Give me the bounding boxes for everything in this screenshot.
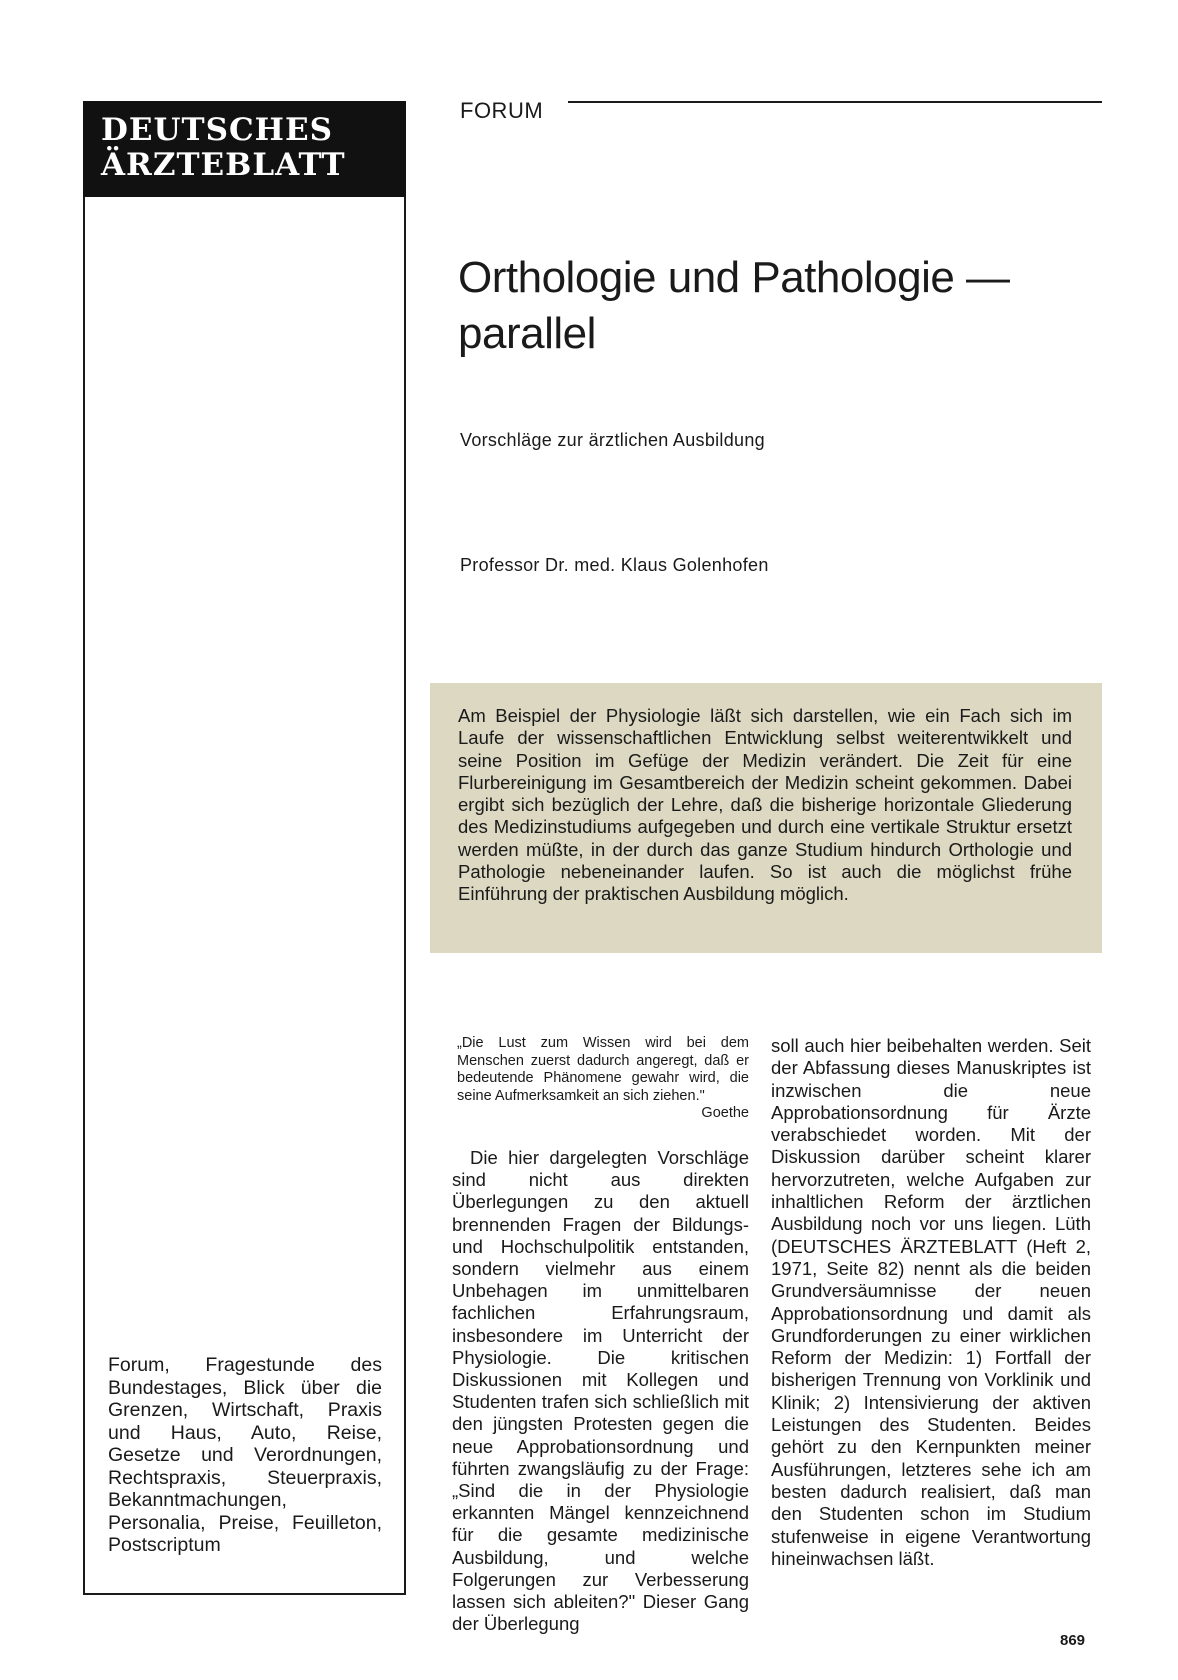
journal-masthead xyxy=(83,101,406,197)
article-author: Professor Dr. med. Klaus Golenhofen xyxy=(460,555,769,575)
abstract-text: Am Beispiel der Physiologie läßt sich darstellen, wie ein Fach sich im Laufe der wissenschaftlichen Entwicklung selbst weiterentwikkelt und seine Position im Gefüge der Medizin verändert. Die Zeit für eine Flurbereinigung im Gesamtbereich der Medizin scheint gekommen. Dabei ergibt sich bezüglich der Lehre, daß die bisherige horizontale Gliederung des Medizinstudiums aufgegeben und durch eine vertikale Struktur ersetzt werden müßte, in der durch das ganze Studium hindurch Orthologie und Pathologie nebeneinander laufen. So ist auch die möglichst frühe Einführung der praktischen Ausbildung möglich. xyxy=(458,705,1072,905)
epigraph-quote xyxy=(457,1035,749,1123)
masthead-line-2: ÄRZTEBLATT xyxy=(101,147,346,183)
section-label: FORUM xyxy=(460,98,544,123)
abstract-box xyxy=(430,683,1102,953)
body-column-2: soll auch hier beibehalten werden. Seit der Abfassung dieses Manuskriptes ist inzwischen die neue Approbationsordnung für Ärzte verabschiedet worden. Mit der Diskussion darüber scheint klarer hervorzutreten, welche Aufgaben zur inhaltlichen Reform der ärztlichen Ausbildung noch vor uns liegen. Lüth (DEUTSCHES ÄRZTEBLATT (Heft 2, 1971, Seite 82) nennt als die beiden Grundversäumnisse der neuen Approbationsordnung und damit als Grundforderungen zu einer wirklichen Reform der Medizin: 1) Fortfall der bisherigen Trennung von Vorklinik und Klinik; 2) Intensivierung der aktiven Leistungen des Studenten. Beides gehört zu den Kernpunkten meiner Ausführungen, letzteres sehe ich am besten dadurch realisiert, daß man den Studenten schon im Studium stufenweise in eigene Verantwortung hineinwachsen läßt. xyxy=(771,1035,1091,1569)
sidebar-section-list: Forum, Fragestunde des Bundestages, Blick über die Grenzen, Wirtschaft, Praxis und Haus, Auto, Reise, Gesetze und Verordnungen, Rechtspraxis, Steuerpraxis, Bekanntmachungen, Personalia, Preise, Feuilleton, Postscriptum xyxy=(108,1354,382,1556)
quote-text: „Die Lust zum Wissen wird bei dem Menschen zuerst dadurch angeregt, daß er bedeutende Phänomene gewahr wird, die seine Aufmerksamkeit an sich ziehen." Goethe xyxy=(457,1035,749,1122)
article-title: Orthologie und Pathologie — parallel xyxy=(458,253,1010,358)
section-rule xyxy=(568,101,1102,103)
masthead-line-1: DEUTSCHES xyxy=(101,112,333,148)
article-subtitle: Vorschläge zur ärztlichen Ausbildung xyxy=(460,430,765,450)
page-number: 869 xyxy=(1060,1632,1086,1649)
quote-source: Goethe xyxy=(701,1105,749,1122)
body-column-1: Die hier dargelegten Vorschläge sind nicht aus direkten Überlegungen zu den aktuell brennenden Fragen der Bildungs- und Hochschulpolitik entstanden, sondern vielmehr aus einem Unbehagen im unmittelbaren fachlichen Erfahrungsraum, insbesondere im Unterricht der Physiologie. Die kritischen Diskussionen mit Kollegen und Studenten trafen sich schließlich mit den jüngsten Protesten gegen die neue Approbationsordnung und führten zwangsläufig zu der Frage: „Sind die in der Physiologie erkannten Mängel kennzeichnend für die gesamte medizinische Ausbildung, und welche Folgerungen zur Verbesserung lassen sich ableiten?" Dieser Gang der Überlegung xyxy=(452,1147,749,1635)
